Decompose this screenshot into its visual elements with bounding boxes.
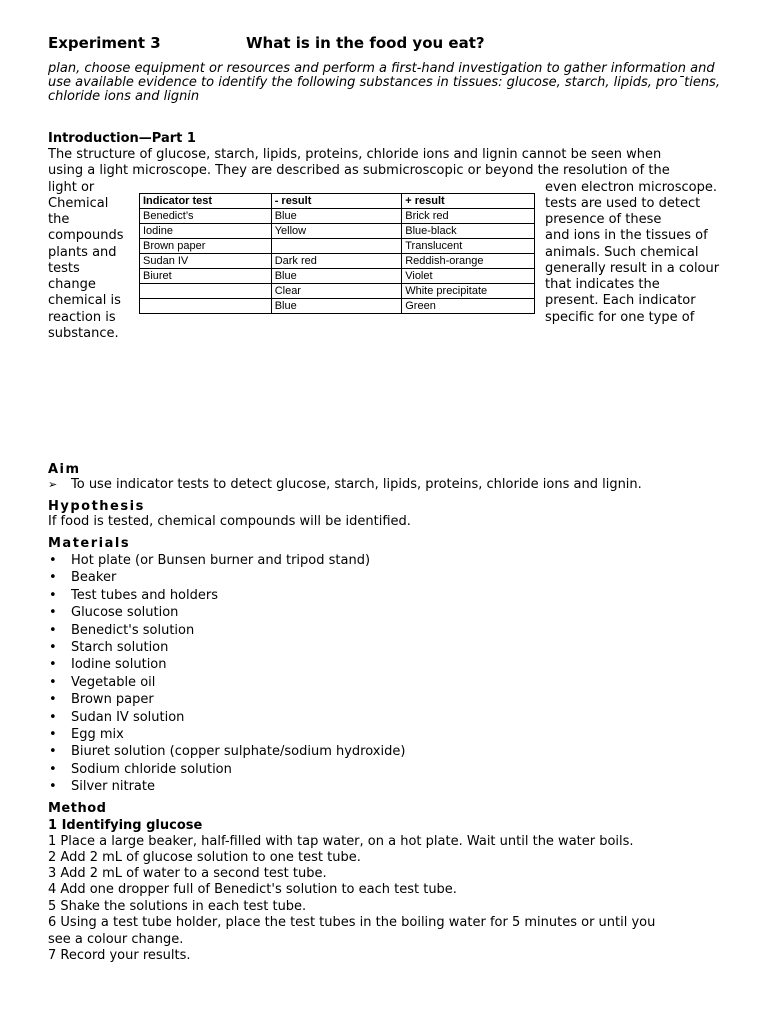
intro-left-fragment: the	[48, 212, 70, 227]
intro-right-fragment: present. Each indicator	[545, 293, 696, 308]
materials-heading: Materials	[48, 536, 131, 551]
method-step: 2 Add 2 mL of glucose solution to one test tube.	[48, 850, 361, 865]
intro-right-fragment: even electron microscope.	[545, 180, 717, 195]
intro-left-fragment: tests	[48, 261, 80, 276]
intro-right-fragment: and ions in the tissues of	[545, 228, 708, 243]
intro-left-fragment: reaction is	[48, 310, 116, 325]
table-header-row	[140, 194, 535, 209]
table-cell: Yellow	[271, 224, 402, 239]
list-item: • Beaker	[48, 569, 405, 586]
experiment-number: Experiment 3	[48, 34, 161, 52]
intro-right-fragment: that indicates the	[545, 277, 660, 292]
table-cell: Blue	[271, 269, 402, 284]
table-cell: Blue-black	[402, 224, 535, 239]
list-item: • Brown paper	[48, 691, 405, 708]
list-item: • Hot plate (or Bunsen burner and tripod stand)	[48, 552, 405, 569]
aim-heading: Aim	[48, 462, 81, 477]
indicator-table	[139, 193, 535, 314]
intro-left-fragment: Chemical	[48, 196, 109, 211]
table-cell: Reddish-orange	[402, 254, 535, 269]
method-step: 6 Using a test tube holder, place the test tubes in the boiling water for 5 minutes or until you	[48, 915, 656, 930]
method-step: 4 Add one dropper full of Benedict's solution to each test tube.	[48, 882, 457, 897]
intro-italic-line-3: chloride ions and lignin	[48, 89, 200, 104]
method-heading: Method	[48, 801, 107, 816]
method-step: 3 Add 2 mL of water to a second test tube.	[48, 866, 327, 881]
list-item: • Glucose solution	[48, 604, 405, 621]
table-cell: Iodine	[140, 224, 272, 239]
method-step: 1 Place a large beaker, half-filled with tap water, on a hot plate. Wait until the water boils.	[48, 834, 634, 849]
table-row	[140, 299, 535, 314]
list-item: • Silver nitrate	[48, 778, 405, 795]
table-row	[140, 224, 535, 239]
intro-right-fragment: presence of these	[545, 212, 662, 227]
hypothesis-text: If food is tested, chemical compounds will be identified.	[48, 514, 411, 529]
table-cell: Benedict’s	[140, 209, 272, 224]
table-cell: Clear	[271, 284, 402, 299]
intro-right-fragment: generally result in a colour	[545, 261, 720, 276]
intro-left-fragment: substance.	[48, 326, 119, 341]
table-cell: Sudan IV	[140, 254, 272, 269]
intro-left-fragment: light or	[48, 180, 95, 195]
intro-italic-line-2: use available evidence to identify the following substances in tissues: glucose, starch, lipids, pro¯tiens,	[48, 75, 720, 90]
intro-left-fragment: chemical is	[48, 293, 121, 308]
arrow-bullet-icon: ➢	[48, 478, 58, 491]
list-item: • Benedict's solution	[48, 622, 405, 639]
method-subheading: 1 Identifying glucose	[48, 818, 203, 833]
method-step: 7 Record your results.	[48, 948, 191, 963]
intro-right-fragment: specific for one type of	[545, 310, 695, 325]
table-row	[140, 254, 535, 269]
list-item: • Vegetable oil	[48, 674, 405, 691]
table-header-cell: Indicator test	[140, 194, 272, 209]
table-cell: Brick red	[402, 209, 535, 224]
list-item: • Test tubes and holders	[48, 587, 405, 604]
list-item: • Sudan IV solution	[48, 709, 405, 726]
method-step: 5 Shake the solutions in each test tube.	[48, 899, 307, 914]
list-item: • Egg mix	[48, 726, 405, 743]
table-row	[140, 209, 535, 224]
table-header-cell: + result	[402, 194, 535, 209]
table-cell: Violet	[402, 269, 535, 284]
table-header-cell: - result	[271, 194, 402, 209]
intro-left-fragment: change	[48, 277, 96, 292]
intro-left-fragment: plants and	[48, 245, 117, 260]
table-row	[140, 239, 535, 254]
page-title: What is in the food you eat?	[246, 34, 485, 52]
list-item: • Starch solution	[48, 639, 405, 656]
table-cell: Dark red	[271, 254, 402, 269]
table-cell	[271, 239, 402, 254]
materials-list	[48, 552, 405, 796]
table-row	[140, 284, 535, 299]
hypothesis-heading: Hypothesis	[48, 499, 145, 514]
table-cell: Blue	[271, 299, 402, 314]
table-cell: Translucent	[402, 239, 535, 254]
table-cell: Biuret	[140, 269, 272, 284]
list-item: • Iodine solution	[48, 656, 405, 673]
intro-italic-line-1: plan, choose equipment or resources and perform a first-hand investigation to gather information and	[48, 61, 715, 76]
table-cell: Blue	[271, 209, 402, 224]
list-item: • Sodium chloride solution	[48, 761, 405, 778]
intro-right-fragment: animals. Such chemical	[545, 245, 699, 260]
table-cell	[140, 299, 272, 314]
table-cell: Green	[402, 299, 535, 314]
introduction-heading: Introduction—Part 1	[48, 131, 196, 146]
introduction-line: The structure of glucose, starch, lipids, proteins, chloride ions and lignin cannot be seen when	[48, 147, 662, 162]
intro-left-fragment: compounds	[48, 228, 124, 243]
table-cell	[140, 284, 272, 299]
introduction-line: using a light microscope. They are described as submicroscopic or beyond the resolution of the	[48, 163, 670, 178]
list-item: • Biuret solution (copper sulphate/sodium hydroxide)	[48, 743, 405, 760]
method-step: see a colour change.	[48, 932, 184, 947]
intro-right-fragment: tests are used to detect	[545, 196, 701, 211]
table-row	[140, 269, 535, 284]
table-cell: Brown paper	[140, 239, 272, 254]
aim-text: To use indicator tests to detect glucose, starch, lipids, proteins, chloride ions and lignin.	[71, 477, 642, 492]
table-cell: White precipitate	[402, 284, 535, 299]
